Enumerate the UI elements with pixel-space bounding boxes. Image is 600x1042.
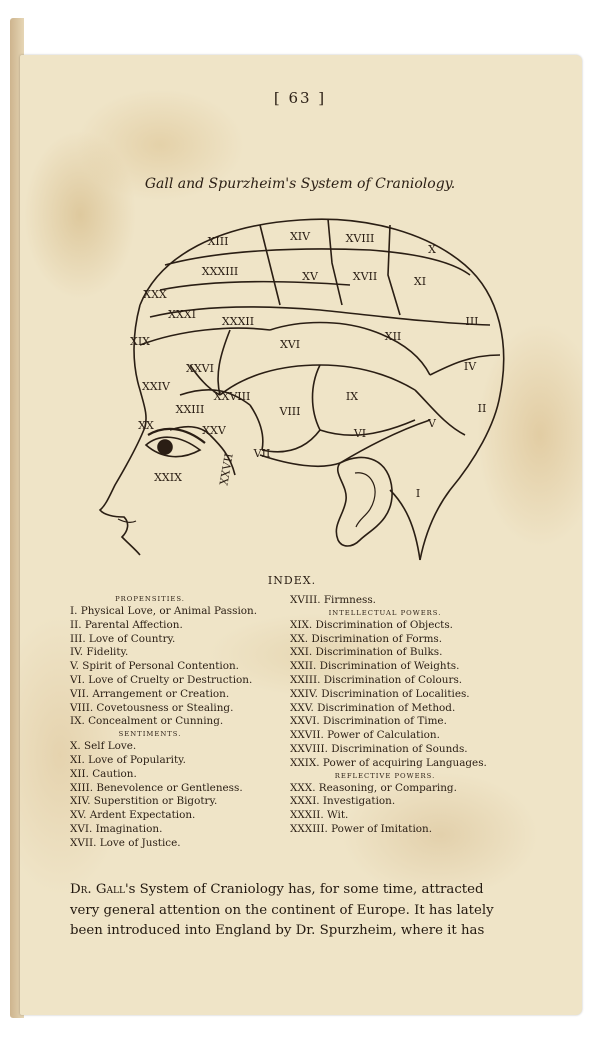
region-label: VI: [353, 427, 367, 440]
index-item: IV. Fidelity.: [70, 646, 129, 659]
region-label: XIV: [289, 230, 311, 243]
region-label: III: [465, 315, 479, 328]
page-number: [ 63 ]: [273, 89, 327, 107]
index-item: I. Physical Love, or Animal Passion.: [70, 605, 258, 617]
region-label: XII: [384, 330, 402, 343]
index-item: VIII. Covetousness or Stealing.: [70, 701, 234, 714]
body-line: [70, 880, 510, 901]
region-label: XXIV: [142, 380, 170, 393]
region-label: VII: [253, 447, 271, 460]
index-item: XXX. Reasoning, or Comparing.: [290, 781, 457, 794]
index-item: XV. Ardent Expectation.: [70, 809, 196, 822]
region-label: I: [415, 487, 421, 500]
index-item: XIII. Benevolence or Gentleness.: [70, 781, 243, 794]
region-label: XI: [413, 275, 427, 288]
section-heading-propensities: PROPENSITIES.: [115, 595, 185, 603]
index-item: IX. Concealment or Cunning.: [70, 715, 224, 728]
region-label: II: [477, 402, 487, 415]
region-label: XXIX: [154, 471, 182, 484]
index-right-column: [290, 594, 520, 837]
region-label: XXXII: [221, 315, 255, 328]
index-item: XII. Caution.: [70, 767, 137, 780]
index-item: XXVIII. Discrimination of Sounds.: [290, 742, 468, 755]
index-left-column: [70, 594, 280, 851]
index-item: V. Spirit of Personal Contention.: [70, 660, 239, 673]
region-label: XV: [302, 270, 318, 283]
index-item: XXV. Discrimination of Method.: [290, 701, 456, 714]
index-item: XXII. Discrimination of Weights.: [290, 660, 460, 673]
index-item: XIV. Superstition or Bigotry.: [70, 795, 218, 808]
region-label: XXVI: [186, 362, 214, 375]
index-item: XVII. Love of Justice.: [70, 836, 181, 849]
region-label: XXX: [143, 288, 167, 301]
index-item: II. Parental Affection.: [70, 618, 183, 631]
region-label: XIX: [129, 335, 151, 348]
index-item: XXVI. Discrimination of Time.: [290, 715, 447, 728]
eye-lid: [146, 437, 200, 456]
region-label: XVI: [279, 338, 301, 351]
region-label: XXXI: [168, 308, 196, 321]
index-item: XVIII. Firmness.: [290, 594, 376, 606]
region-label: XXVIII: [213, 390, 251, 403]
index-item: XVI. Imagination.: [70, 822, 163, 835]
index-heading: INDEX.: [267, 574, 317, 587]
index-item: XXIV. Discrimination of Localities.: [290, 687, 470, 700]
region-label: XXXIII: [201, 265, 239, 278]
body-line-text: 's System of Craniology has, for some time, attracted: [124, 882, 484, 897]
index-item: XXIX. Power of acquiring Languages.: [290, 756, 487, 769]
page-title: Gall and Spurzheim's System of Craniology.: [144, 176, 456, 192]
region-label: VIII: [279, 405, 301, 418]
skull-outline: [140, 219, 504, 560]
region-label: XX: [138, 419, 154, 432]
index-item: XI. Love of Popularity.: [70, 753, 186, 766]
region-label: XXVII: [217, 452, 236, 487]
body-line: very general attention on the continent of Europe. It has lately: [70, 902, 494, 918]
region-label: XIII: [207, 235, 229, 248]
section-heading-intellectual: INTELLECTUAL POWERS.: [328, 608, 442, 617]
index-item: XXXIII. Power of Imitation.: [290, 822, 433, 835]
index-item: XXXII. Wit.: [290, 809, 349, 822]
index-item: XXVII. Power of Calculation.: [290, 729, 440, 742]
body-dr-gall: Dr. Gall: [70, 882, 125, 897]
section-heading-reflective: REFLECTIVE POWERS.: [334, 771, 436, 780]
index-item: XXXI. Investigation.: [290, 795, 396, 808]
index-item: XIX. Discrimination of Objects.: [290, 618, 453, 631]
region-label: V: [428, 417, 436, 430]
body-paragraph: [70, 880, 510, 942]
region-label: X: [428, 243, 436, 256]
region-label: XXV: [202, 424, 226, 437]
body-line: been introduced into England by Dr. Spurzheim, where it has: [70, 923, 485, 938]
region-label: XVII: [352, 270, 378, 283]
index-item: XXI. Discrimination of Bulks.: [290, 646, 443, 659]
index-item: VII. Arrangement or Creation.: [70, 687, 230, 700]
region-label: XXIII: [175, 403, 205, 416]
index-item: III. Love of Country.: [70, 632, 176, 645]
region-label: XVIII: [345, 232, 375, 245]
index-item: VI. Love of Cruelty or Destruction.: [70, 673, 253, 686]
index-item: XX. Discrimination of Forms.: [290, 632, 443, 645]
region-label: IX: [345, 390, 359, 403]
phrenology-head-diagram: [70, 205, 510, 570]
ear: [336, 457, 392, 546]
index-item: X. Self Love.: [70, 740, 137, 753]
index-item: XXIII. Discrimination of Colours.: [290, 673, 463, 686]
region-label: IV: [463, 360, 477, 373]
section-heading-sentiments: SENTIMENTS.: [118, 730, 182, 739]
